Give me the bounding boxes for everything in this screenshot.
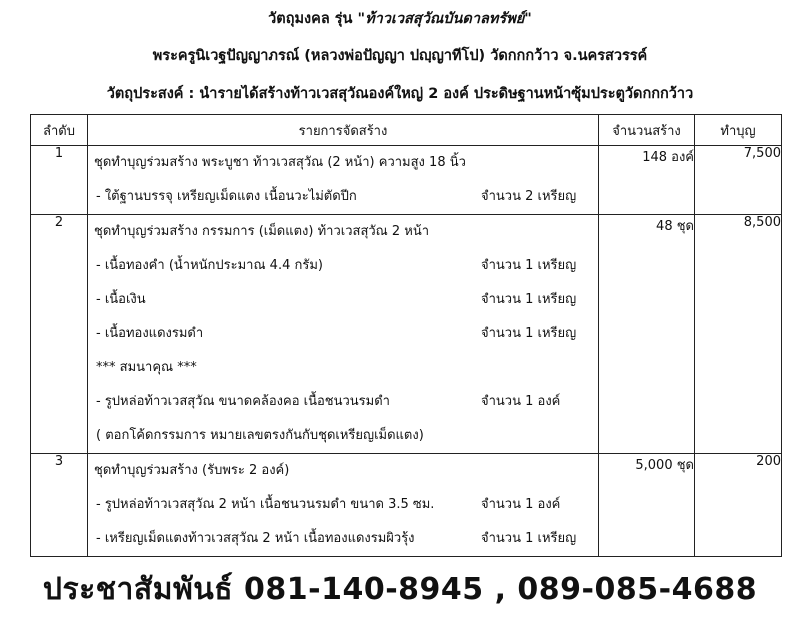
row-quantity: 48 ชุด — [599, 215, 695, 454]
item-text: - เนื้อทองคำ (น้ำหนักประมาณ 4.4 กรัม) — [96, 258, 323, 273]
row-number: 2 — [31, 215, 88, 454]
row-description — [88, 146, 599, 215]
item-text: - เนื้อเงิน — [96, 292, 146, 307]
item-line — [88, 385, 598, 419]
header-items: รายการจัดสร้าง — [88, 115, 599, 146]
row-description — [88, 215, 599, 454]
item-line — [88, 249, 598, 283]
item-amount: จำนวน 1 เหรียญ — [481, 292, 577, 307]
table-row — [31, 215, 782, 454]
row-price: 200 — [695, 454, 782, 557]
table-header-row — [31, 115, 782, 146]
title-name: "ท้าวเวสสุวัณบันดาลทรัพย์" — [357, 11, 532, 27]
row-price: 7,500 — [695, 146, 782, 215]
item-line — [88, 522, 598, 556]
item-line — [88, 283, 598, 317]
header-price: ทำบุญ — [695, 115, 782, 146]
item-text: - รูปหล่อท้าวเวสสุวัณ ขนาดคล้องคอ เนื้อชนวนรมดำ — [96, 394, 390, 409]
row-description — [88, 454, 599, 557]
row-quantity: 5,000 ชุด — [599, 454, 695, 557]
item-line — [88, 146, 598, 180]
title-prefix: วัตถุมงคล รุ่น — [268, 11, 358, 27]
item-text: - ใต้ฐานบรรจุ เหรียญเม็ดแตง เนื้อนวะไม่ตัดปีก — [96, 189, 357, 204]
item-amount: จำนวน 1 เหรียญ — [481, 531, 577, 546]
contact-phone-line: ประชาสัมพันธ์ 081-140-8945 , 089-085-4688 — [42, 572, 758, 607]
item-amount: จำนวน 1 เหรียญ — [481, 258, 577, 273]
item-text: - เนื้อทองแดงรมดำ — [96, 326, 204, 341]
row-price: 8,500 — [695, 215, 782, 454]
item-line — [88, 180, 598, 214]
item-line — [88, 454, 598, 488]
item-text: *** สมนาคุณ *** — [96, 360, 197, 375]
item-text: - เหรียญเม็ดแตงท้าวเวสสุวัณ 2 หน้า เนื้อทองแดงรมผิวรุ้ง — [96, 531, 415, 546]
purpose-line: วัตถุประสงค์ : นำรายได้สร้างท้าวเวสสุวัณองค์ใหญ่ 2 องค์ ประดิษฐานหน้าซุ้มประตูวัดกกกว้าว — [106, 86, 694, 102]
item-line — [88, 419, 598, 453]
table-row — [31, 454, 782, 557]
item-amount: จำนวน 1 เหรียญ — [481, 326, 577, 341]
table-row — [31, 146, 782, 215]
item-line — [88, 488, 598, 522]
item-text: ( ตอกโค้ดกรรมการ หมายเลขตรงกันกับชุดเหรียญเม็ดแตง) — [96, 428, 424, 443]
document-title — [0, 7, 800, 30]
item-amount: จำนวน 2 เหรียญ — [481, 189, 577, 204]
item-amount: จำนวน 1 องค์ — [481, 394, 561, 409]
row-number: 1 — [31, 146, 88, 215]
row-number: 3 — [31, 454, 88, 557]
item-line — [88, 351, 598, 385]
header-qty: จำนวนสร้าง — [599, 115, 695, 146]
item-amount: จำนวน 1 องค์ — [481, 497, 561, 512]
item-text: - รูปหล่อท้าวเวสสุวัณ 2 หน้า เนื้อชนวนรมดำ ขนาด 3.5 ซม. — [96, 497, 435, 512]
item-text: ชุดทำบุญร่วมสร้าง (รับพระ 2 องค์) — [94, 463, 290, 478]
item-line — [88, 215, 598, 249]
item-text: ชุดทำบุญร่วมสร้าง กรรมการ (เม็ดแตง) ท้าวเวสสุวัณ 2 หน้า — [94, 224, 430, 239]
header-no: ลำดับ — [31, 115, 88, 146]
monk-line: พระครูนิเวฐปัญญาภรณ์ (หลวงพ่อปัญญา ปญฺญาทีโป) วัดกกกว้าว จ.นครสวรรค์ — [152, 48, 648, 64]
item-line — [88, 317, 598, 351]
row-quantity: 148 องค์ — [599, 146, 695, 215]
item-text: ชุดทำบุญร่วมสร้าง พระบูชา ท้าวเวสสุวัณ (2 หน้า) ความสูง 18 นิ้ว — [94, 155, 466, 170]
items-table — [30, 114, 782, 557]
